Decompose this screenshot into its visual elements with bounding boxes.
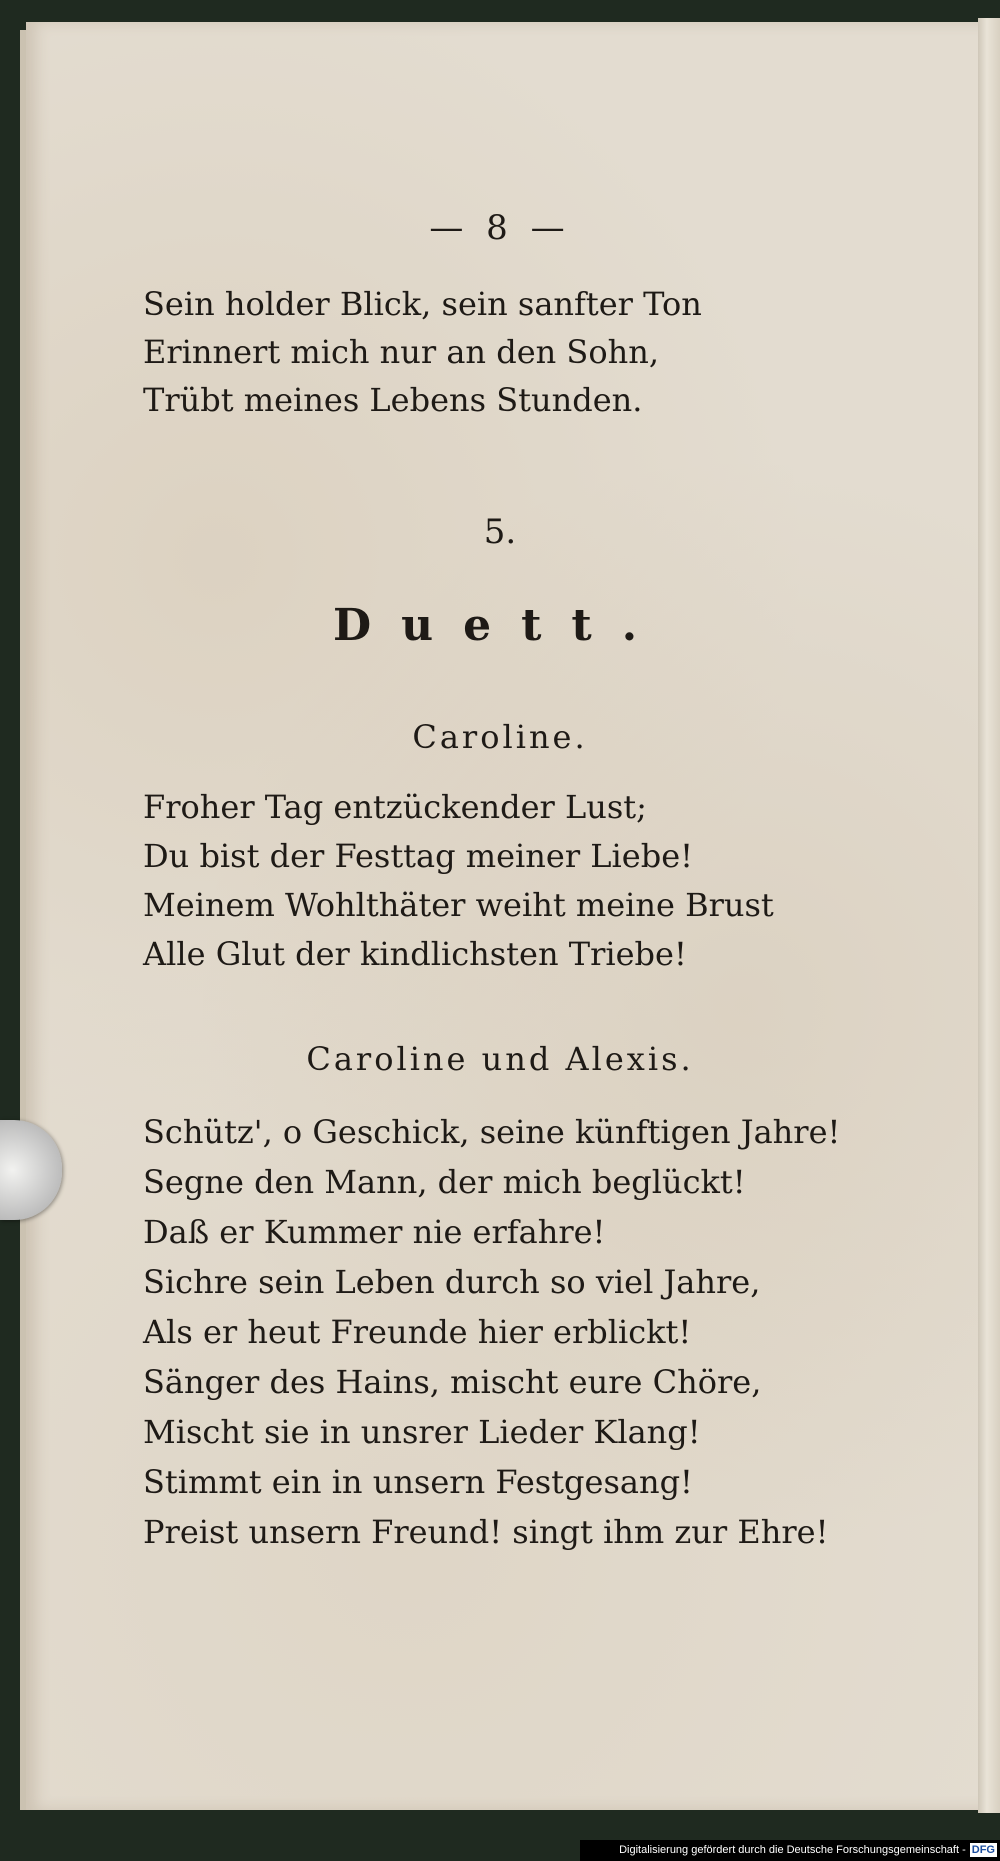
verse-line: Mischt sie in unsrer Lieder Klang! xyxy=(143,1413,701,1451)
verse-line: Sänger des Hains, mischt eure Chöre, xyxy=(143,1363,762,1401)
verse-line: Alle Glut der kindlichsten Triebe! xyxy=(143,935,687,973)
verse-line: Stimmt ein in unsern Festgesang! xyxy=(143,1463,693,1501)
verse-line: Als er heut Freunde hier erblickt! xyxy=(143,1313,692,1351)
verse-line: Daß er Kummer nie erfahre! xyxy=(143,1213,606,1251)
speaker-heading: Caroline und Alexis. xyxy=(306,1040,694,1078)
stanza-line: Erinnert mich nur an den Sohn, xyxy=(143,333,659,371)
stanza-line: Sein holder Blick, sein sanfter Ton xyxy=(143,285,702,323)
verse-line: Du bist der Festtag meiner Liebe! xyxy=(143,837,693,875)
verse-line: Meinem Wohlthäter weiht meine Brust xyxy=(143,886,774,924)
page-number: — 8 — xyxy=(429,208,571,248)
verse-line: Sichre sein Leben durch so viel Jahre, xyxy=(143,1263,761,1301)
dfg-logo: DFG xyxy=(971,1844,995,1856)
section-number: 5. xyxy=(483,512,517,552)
page-stack-edge xyxy=(978,18,1000,1813)
verse-line: Segne den Mann, der mich beglückt! xyxy=(143,1163,746,1201)
speaker-heading: Caroline. xyxy=(412,718,588,756)
verse-line: Preist unsern Freund! singt ihm zur Ehre! xyxy=(143,1513,829,1551)
verse-line: Froher Tag entzückender Lust; xyxy=(143,788,647,826)
section-title: Duett. xyxy=(332,600,668,651)
verse-line: Schütz', o Geschick, seine künftigen Jahre! xyxy=(143,1113,841,1151)
stanza-line: Trübt meines Lebens Stunden. xyxy=(143,381,643,419)
credit-text: Digitalisierung gefördert durch die Deutsche Forschungsgemeinschaft - xyxy=(619,1844,966,1856)
digitization-credit xyxy=(580,1840,1000,1861)
